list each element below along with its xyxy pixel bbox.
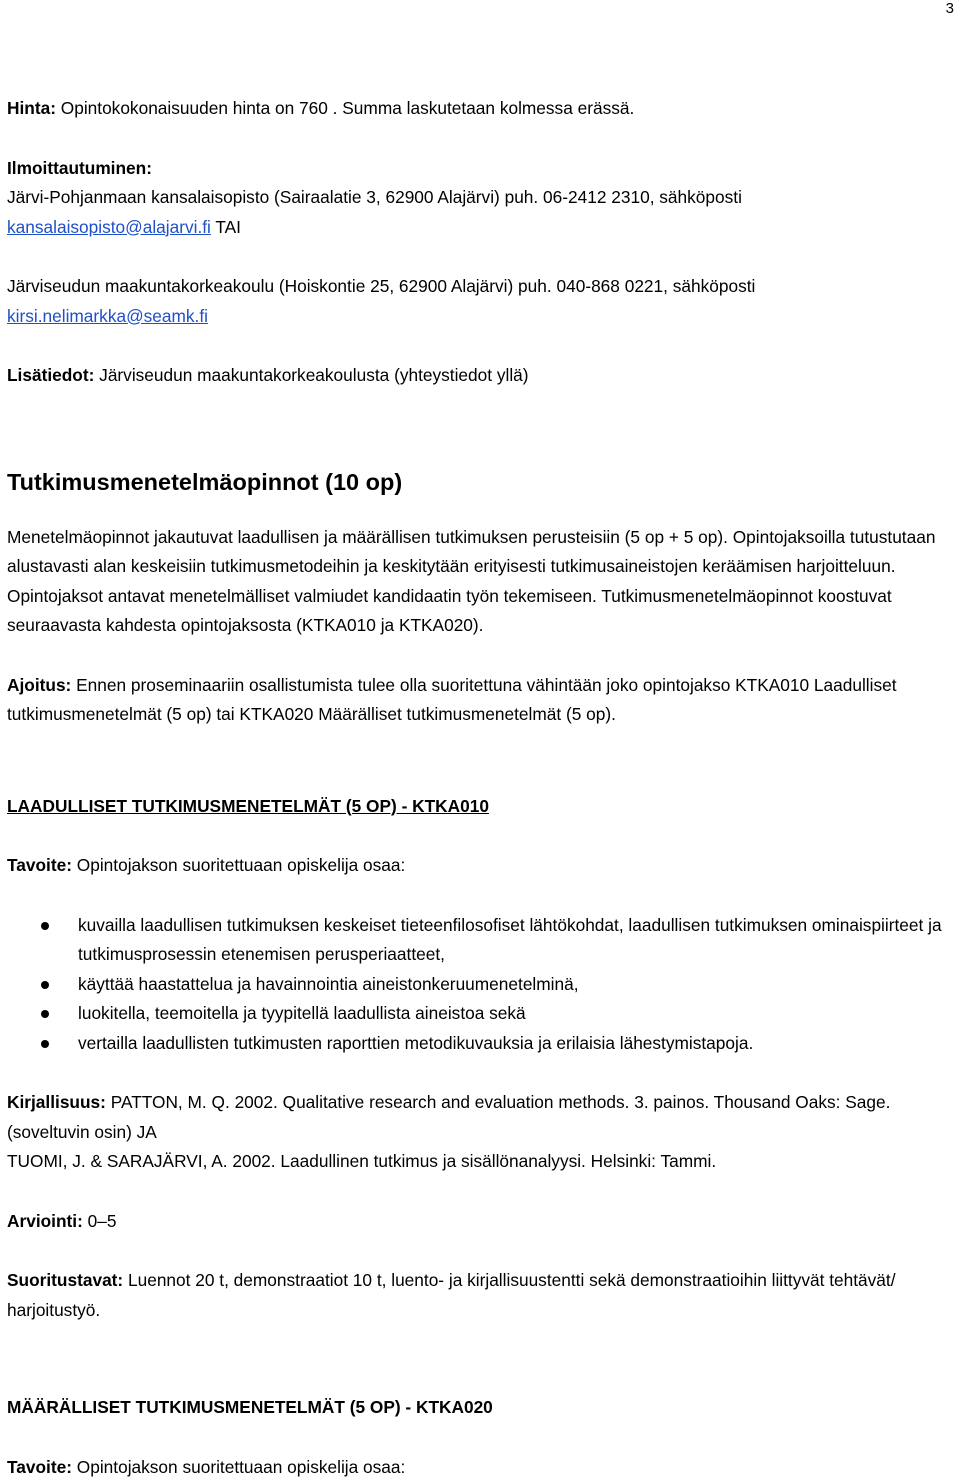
timing-label: Ajoitus:: [7, 675, 71, 695]
additional-info-text: Järviseudun maakuntakorkeakoulusta (yhteystiedot yllä): [94, 365, 528, 385]
course1-goal-paragraph: [7, 851, 955, 881]
list-item: luokitella, teemoitella ja tyypitellä laadullista aineistoa sekä: [7, 999, 955, 1029]
course1-grading-text: 0–5: [83, 1211, 117, 1231]
price-text: Opintokokonaisuuden hinta on 760 . Summa laskutetaan kolmessa erässä.: [56, 98, 634, 118]
course1-goal-label: Tavoite:: [7, 855, 72, 875]
course1-completion-paragraph: [7, 1266, 955, 1325]
or-word: TAI: [211, 217, 241, 237]
timing-paragraph: [7, 671, 955, 730]
email-link-kansalaisopisto[interactable]: kansalaisopisto@alajarvi.fi: [7, 217, 211, 237]
course1-completion-text: Luennot 20 t, demonstraatiot 10 t, luento- ja kirjallisuustentti sekä demonstraatioihin liittyvät tehtävät/ harjoitustyö.: [7, 1270, 896, 1320]
course1-literature-text: PATTON, M. Q. 2002. Qualitative research and evaluation methods. 3. painos. Thousand Oaks: Sage. (soveltuvin osin) JA: [7, 1092, 890, 1142]
list-item: käyttää haastattelua ja havainnointia aineistonkeruumenetelminä,: [7, 970, 955, 1000]
registration-email-line-2: [7, 302, 955, 332]
additional-info-paragraph: [7, 361, 955, 391]
registration-email-line: [7, 213, 955, 243]
timing-text: Ennen proseminaariin osallistumista tulee olla suoritettuna vähintään joko opintojakso KTKA010 Laadulliset tutkimusmenetelmät (5 op) tai KTKA020 Määrälliset tutkimusmenetelmät (5 op).: [7, 675, 897, 725]
course2-goal-paragraph: [7, 1453, 955, 1482]
document-body: [7, 94, 955, 1482]
course1-grading-label: Arviointi:: [7, 1211, 83, 1231]
methods-heading: Tutkimusmenetelmäopinnot (10 op): [7, 467, 955, 497]
course1-completion-label: Suoritustavat:: [7, 1270, 123, 1290]
course1-goal-list: [7, 911, 955, 1059]
course2-heading: MÄÄRÄLLISET TUTKIMUSMENETELMÄT (5 OP) - KTKA020: [7, 1393, 955, 1423]
course2-goal-text: Opintojakson suoritettuaan opiskelija osaa:: [72, 1457, 405, 1477]
course1-goal-text: Opintojakson suoritettuaan opiskelija osaa:: [72, 855, 405, 875]
bullet-icon: [41, 922, 49, 930]
registration-line-1: Järvi-Pohjanmaan kansalaisopisto (Sairaalatie 3, 62900 Alajärvi) puh. 06-2412 2310, sähköposti: [7, 183, 955, 213]
course2-goal-label: Tavoite:: [7, 1457, 72, 1477]
bullet-icon: [41, 981, 49, 989]
price-label: Hinta:: [7, 98, 56, 118]
list-item: kuvailla laadullisen tutkimuksen keskeiset tieteenfilosofiset lähtökohdat, laadullisen tutkimuksen ominaispiirteet ja tutkimusprosessin etenemisen perusperiaatteet,: [7, 911, 955, 970]
course1-literature-second: TUOMI, J. & SARAJÄRVI, A. 2002. Laadullinen tutkimus ja sisällönanalyysi. Helsinki: Tammi.: [7, 1147, 955, 1177]
page-number: 3: [946, 0, 954, 17]
price-paragraph: [7, 94, 955, 124]
methods-paragraph: Menetelmäopinnot jakautuvat laadullisen ja määrällisen tutkimuksen perusteisiin (5 op + 5 op). Opintojaksoilla tutustutaan alustavasti alan keskeisiin tutkimusmetodeihin ja keskitytään erityisesti tutkimusaineistojen keräämisen harjoitteluun. Opintojaksot antavat menetelmälliset valmiudet kandidaatin työn tekemiseen. Tutkimusmenetelmäopinnot koostuvat seuraavasta kahdesta opintojaksosta (KTKA010 ja KTKA020).: [7, 523, 955, 641]
course1-literature-paragraph: [7, 1088, 955, 1147]
bullet-icon: [41, 1010, 49, 1018]
course1-heading: LAADULLISET TUTKIMUSMENETELMÄT (5 OP) - KTKA010: [7, 792, 955, 822]
email-link-seamk[interactable]: kirsi.nelimarkka@seamk.fi: [7, 306, 208, 326]
bullet-icon: [41, 1040, 49, 1048]
registration-line-2: Järviseudun maakuntakorkeakoulu (Hoiskontie 25, 62900 Alajärvi) puh. 040-868 0221, sähköposti: [7, 272, 955, 302]
list-item: vertailla laadullisten tutkimusten raporttien metodikuvauksia ja erilaisia lähestymistapoja.: [7, 1029, 955, 1059]
course1-grading-paragraph: [7, 1207, 955, 1237]
additional-info-label: Lisätiedot:: [7, 365, 94, 385]
course1-literature-label: Kirjallisuus:: [7, 1092, 106, 1112]
registration-label: Ilmoittautuminen:: [7, 154, 955, 184]
